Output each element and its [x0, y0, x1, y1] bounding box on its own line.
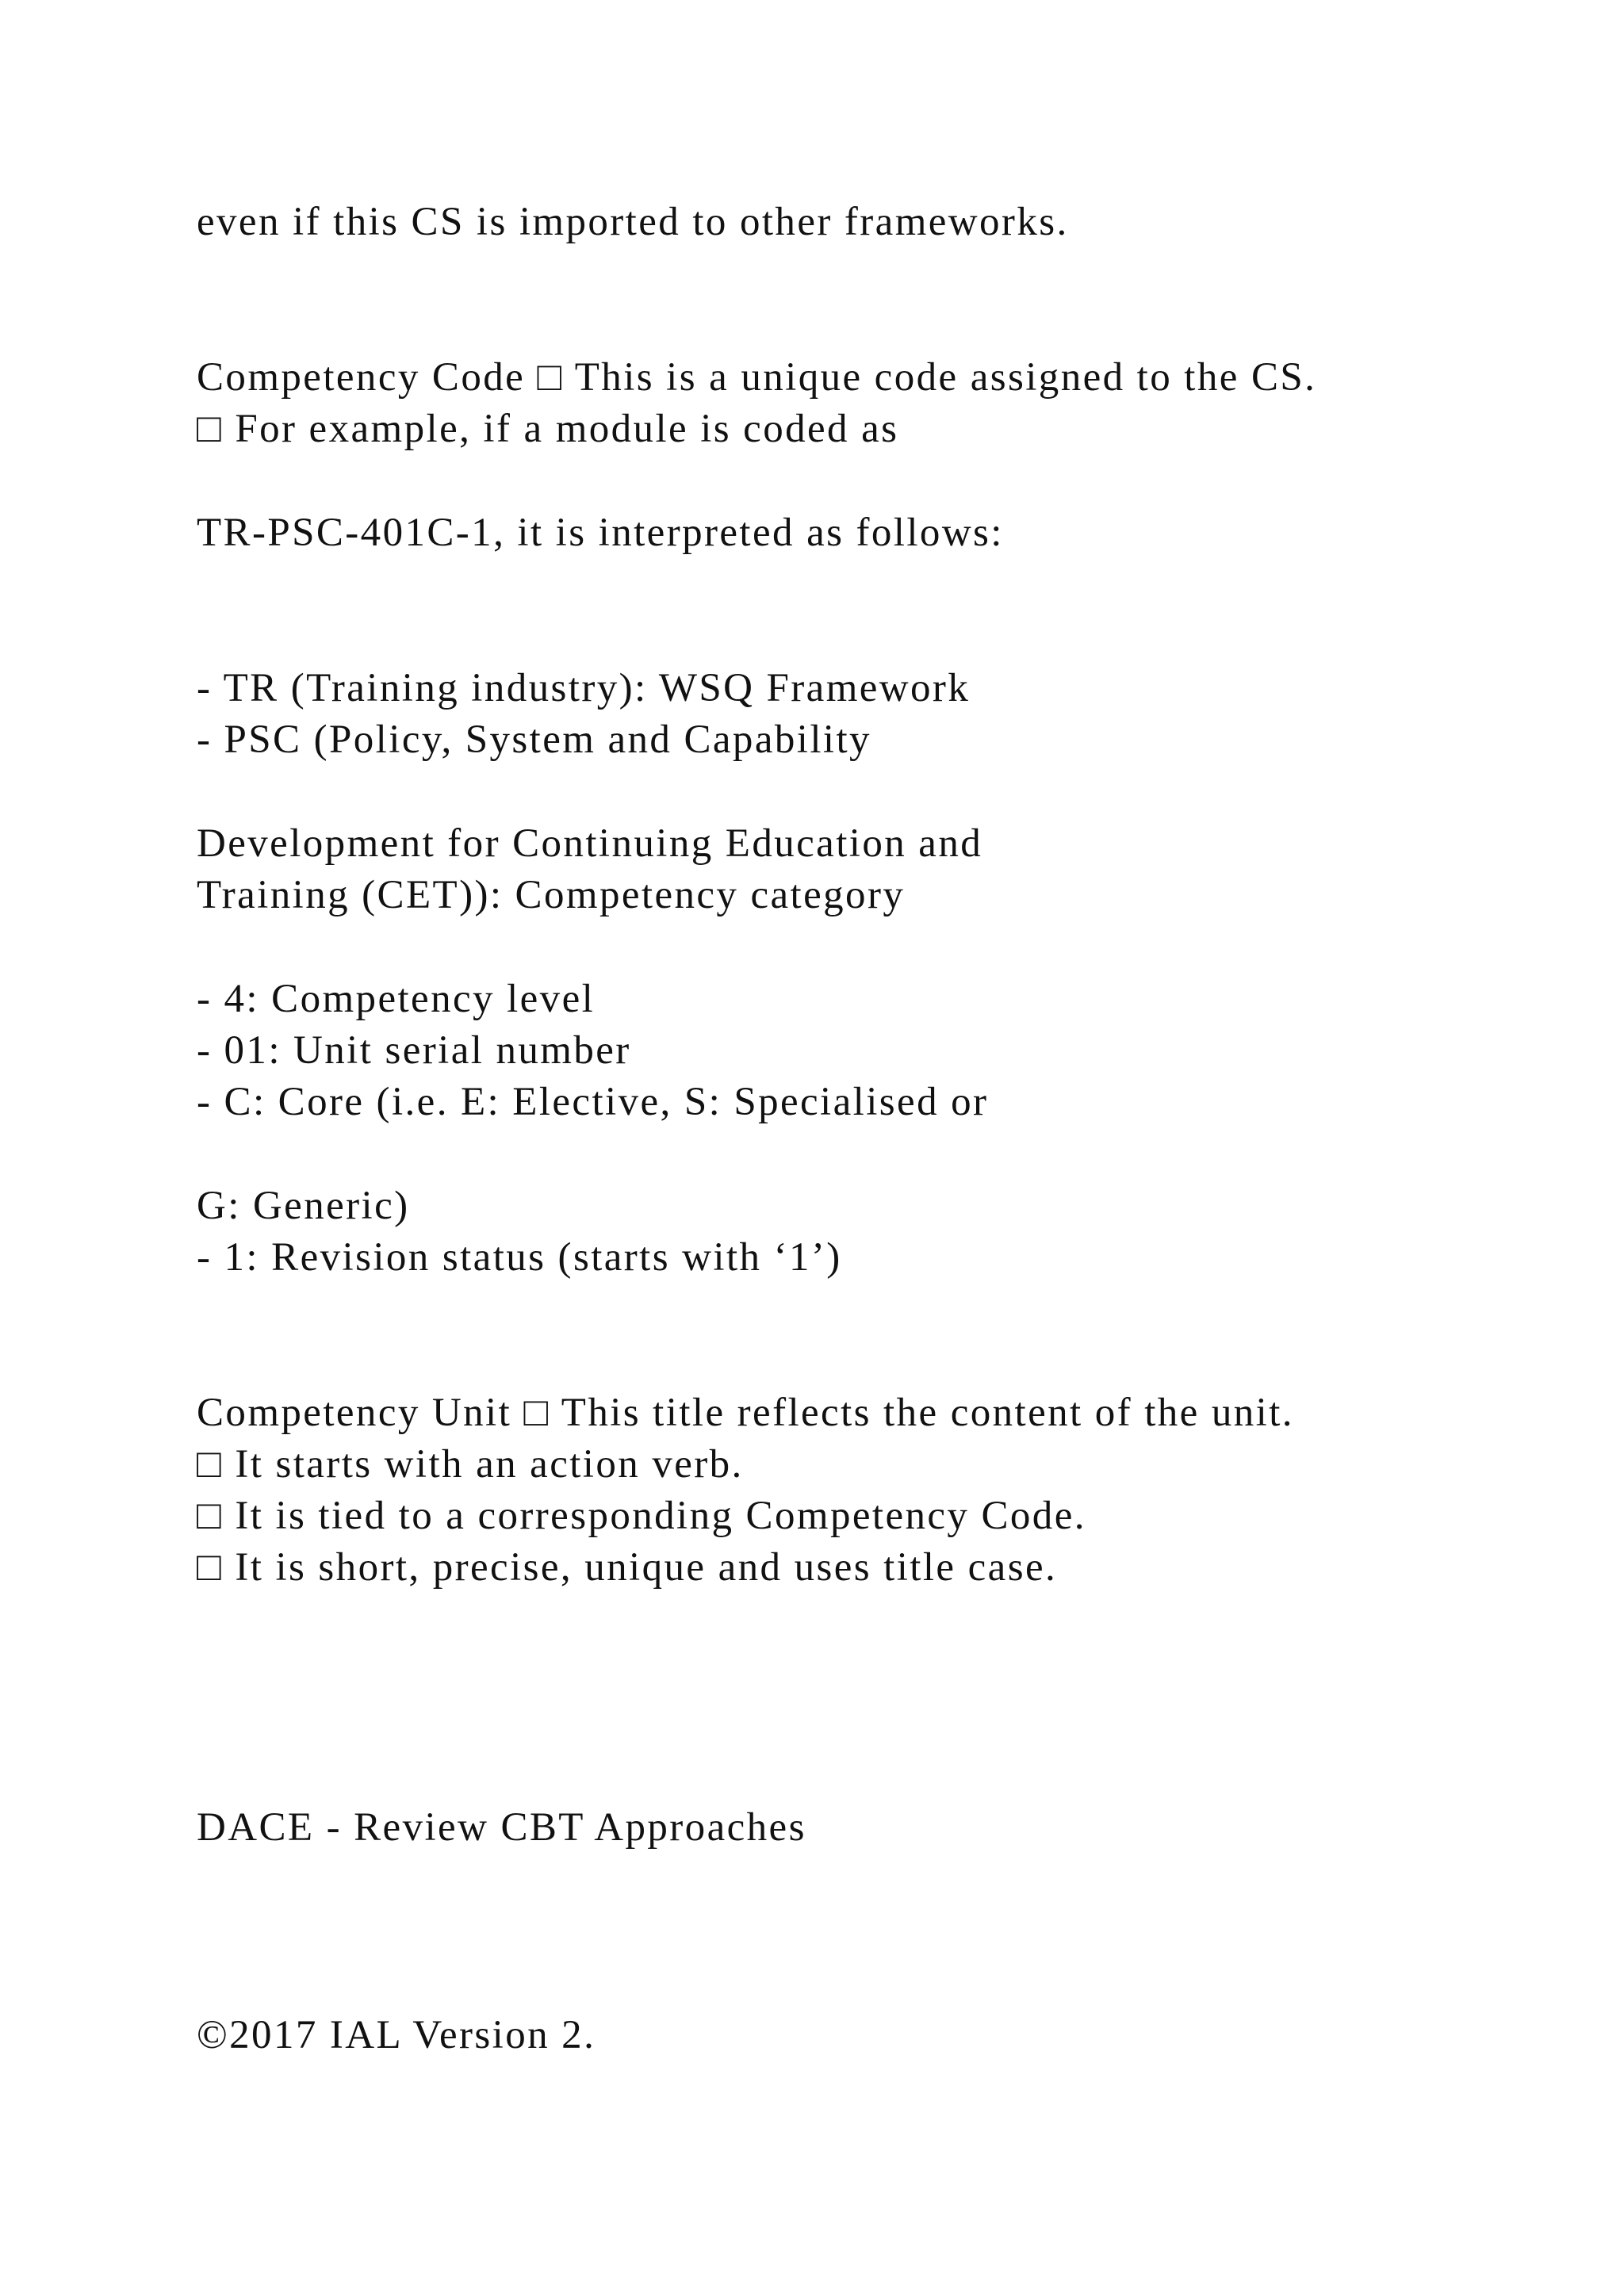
text-line-title-case: □ It is short, precise, unique and uses title case.	[197, 1545, 1058, 1590]
text-line-tied-code: □ It is tied to a corresponding Competency Code.	[197, 1494, 1086, 1538]
copyright-notice: ©2017 IAL Version 2.	[197, 2013, 596, 2057]
text-line-development: Development for Continuing Education and	[197, 821, 983, 866]
text-line-example: □ For example, if a module is coded as	[197, 407, 899, 451]
text-line-revision: - 1: Revision status (starts with ‘1’)	[197, 1235, 842, 1280]
text-line-core: - C: Core (i.e. E: Elective, S: Specialised or	[197, 1080, 989, 1124]
footer-title: DACE - Review CBT Approaches	[197, 1805, 806, 1850]
text-line-action-verb: □ It starts with an action verb.	[197, 1442, 744, 1487]
text-line-competency-unit: Competency Unit □ This title reflects the content of the unit.	[197, 1391, 1294, 1435]
text-line-generic: G: Generic)	[197, 1184, 410, 1228]
text-line-tr: - TR (Training industry): WSQ Framework	[197, 666, 971, 710]
text-line-level: - 4: Competency level	[197, 977, 596, 1021]
text-line-training-cet: Training (CET)): Competency category	[197, 873, 906, 917]
text-line-competency-code: Competency Code □ This is a unique code assigned to the CS.	[197, 355, 1317, 400]
text-line-code-interpretation: TR-PSC-401C-1, it is interpreted as follows:	[197, 511, 1004, 555]
text-line-serial: - 01: Unit serial number	[197, 1028, 631, 1073]
text-line-frameworks: even if this CS is imported to other frameworks.	[197, 200, 1069, 244]
text-line-psc: - PSC (Policy, System and Capability	[197, 718, 871, 762]
